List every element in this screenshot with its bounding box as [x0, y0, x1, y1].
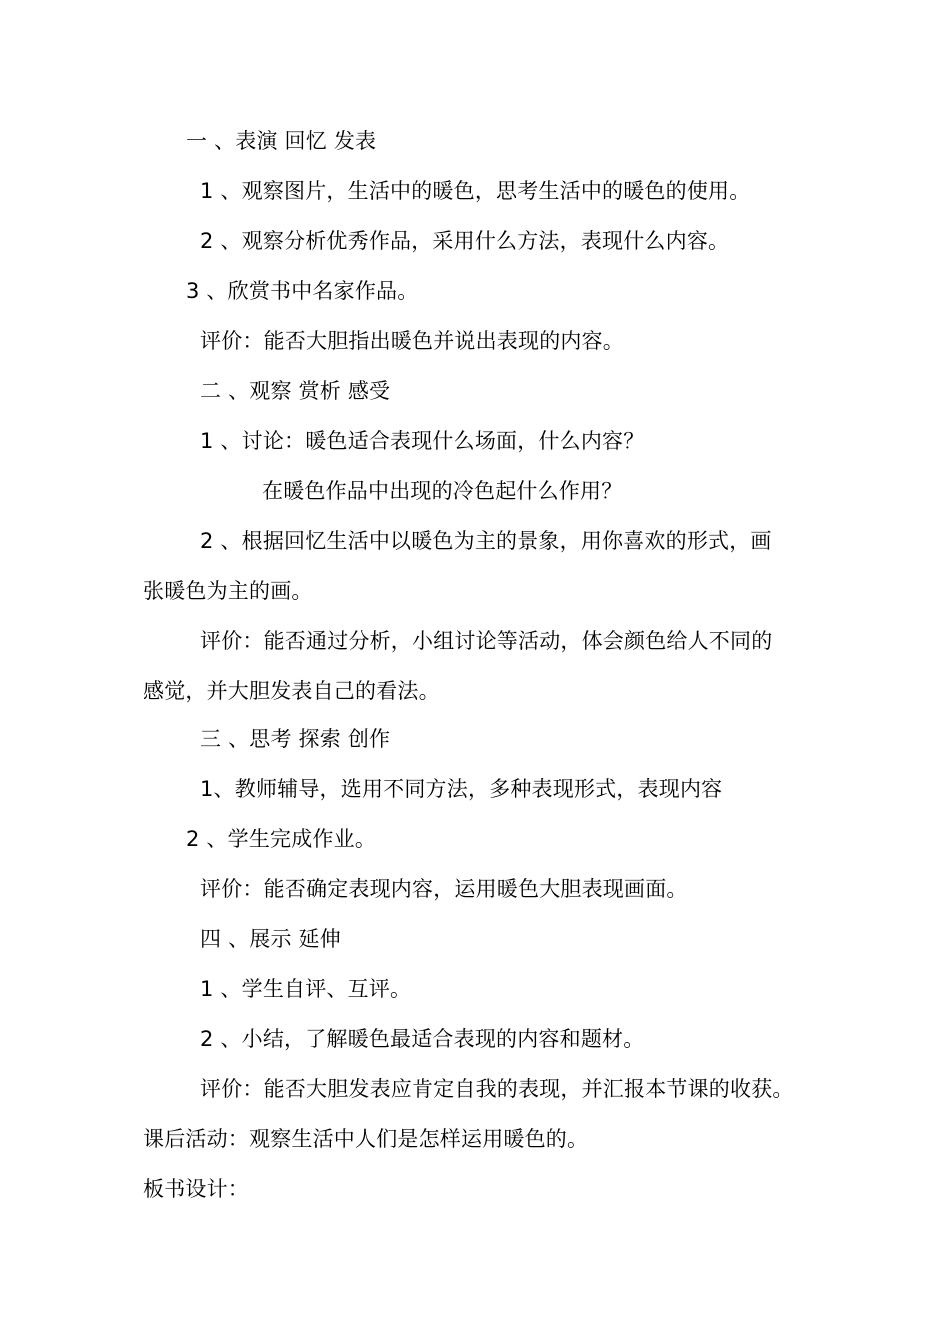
paragraph-line: 在暖色作品中出现的冷色起什么作用？	[262, 479, 623, 503]
evaluation-line: 评价：能否大胆发表应肯定自我的表现，并汇报本节课的收获。	[200, 1077, 794, 1101]
paragraph-line: 2 、根据回忆生活中以暖色为主的景象，用你喜欢的形式，画	[200, 529, 772, 553]
evaluation-line: 评价：能否确定表现内容，运用暖色大胆表现画面。	[200, 877, 688, 901]
paragraph-line: 张暖色为主的画。	[143, 579, 313, 603]
section-heading-3: 三 、思考 探索 创作	[200, 727, 391, 751]
evaluation-line: 评价：能否大胆指出暖色并说出表现的内容。	[200, 329, 624, 353]
paragraph-line: 1 、观察图片，生活中的暖色，思考生活中的暖色的使用。	[200, 179, 751, 203]
after-class-activity: 课后活动：观察生活中人们是怎样运用暖色的。	[143, 1127, 589, 1151]
paragraph-line: 2 、学生完成作业。	[186, 827, 377, 851]
paragraph-line: 2 、观察分析优秀作品，采用什么方法，表现什么内容。	[200, 229, 730, 253]
evaluation-line: 评价：能否通过分析，小组讨论等活动，体会颜色给人不同的	[200, 629, 773, 653]
section-heading-2: 二 、观察 赏析 感受	[200, 379, 391, 403]
section-heading-4: 四 、展示 延伸	[200, 927, 341, 951]
paragraph-line: 3 、欣赏书中名家作品。	[186, 279, 419, 303]
board-design-label: 板书设计：	[143, 1177, 249, 1201]
paragraph-line: 1 、讨论：暖色适合表现什么场面，什么内容？	[200, 429, 645, 453]
paragraph-line: 1 、学生自评、互评。	[200, 977, 412, 1001]
paragraph-line: 感觉，并大胆发表自己的看法。	[143, 679, 440, 703]
paragraph-line: 1、教师辅导，选用不同方法，多种表现形式，表现内容	[200, 777, 723, 801]
section-heading-1: 一 、表演 回忆 发表	[186, 129, 377, 153]
paragraph-line: 2 、小结，了解暖色最适合表现的内容和题材。	[200, 1027, 645, 1051]
